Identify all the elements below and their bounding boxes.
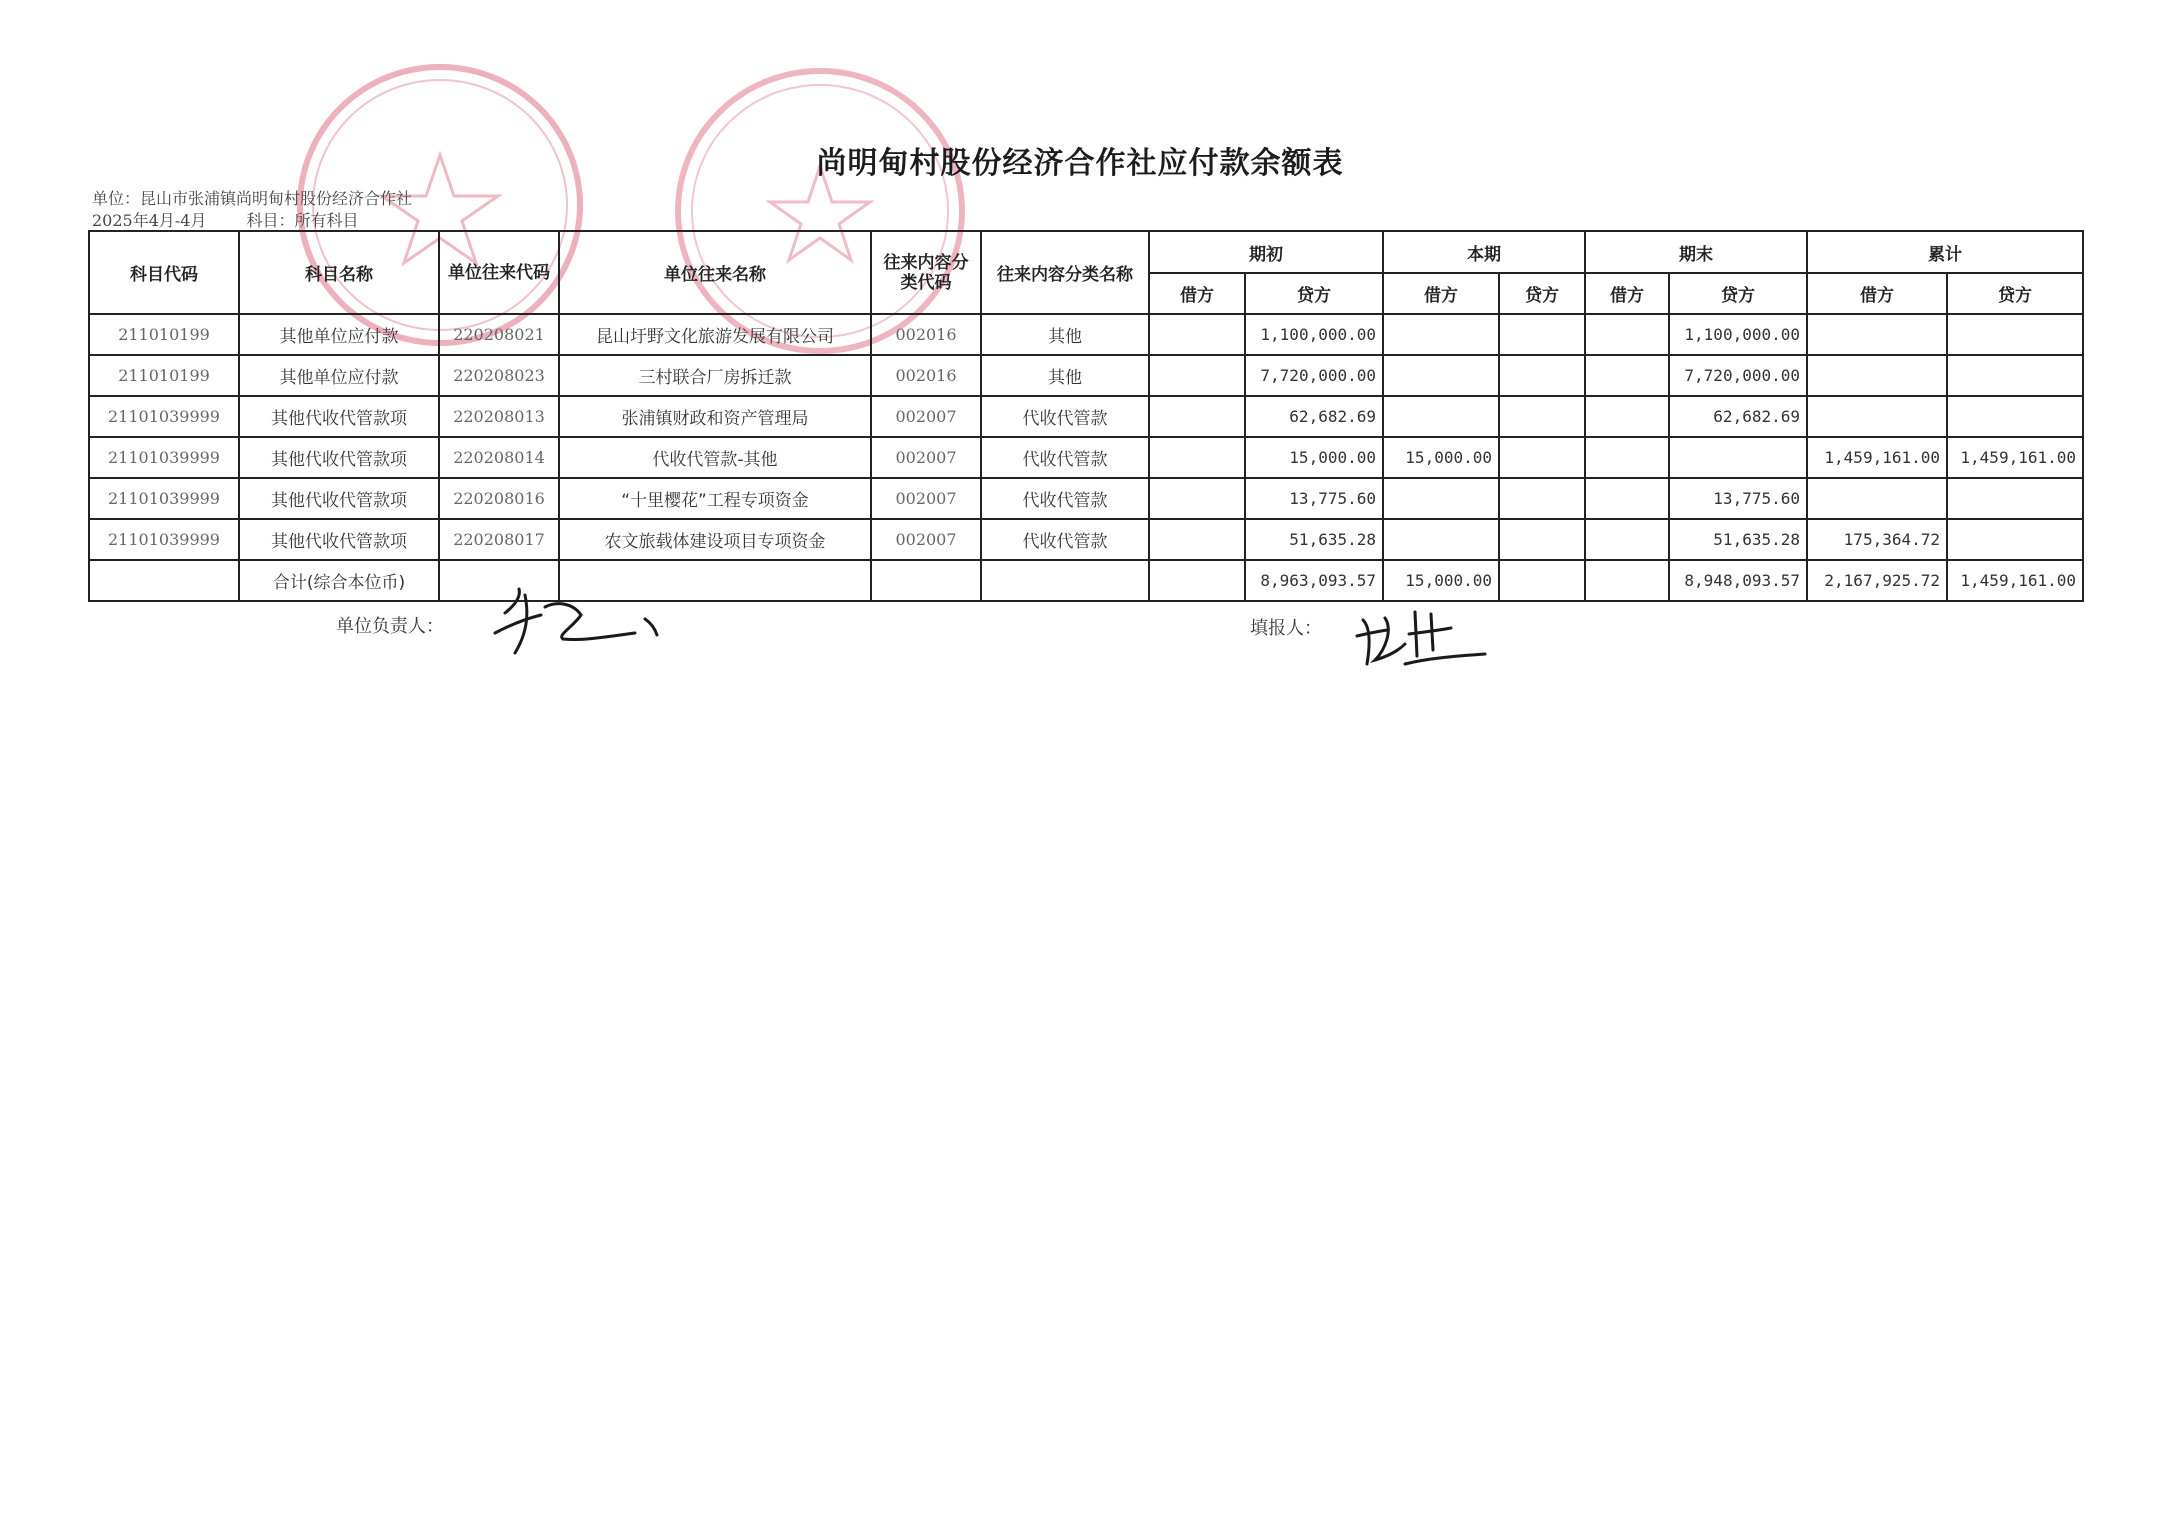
cell-current-credit [1499, 355, 1585, 396]
cell-current-credit [1499, 478, 1585, 519]
col-group-cumulative: 累计 [1807, 231, 2083, 273]
cell-cum-debit [1807, 478, 1947, 519]
cell-subject-name: 其他代收代管款项 [239, 478, 439, 519]
cell-subject-name: 其他单位应付款 [239, 314, 439, 355]
cell-subject-name: 其他代收代管款项 [239, 519, 439, 560]
filler-signature [1345, 600, 1505, 680]
col-group-closing: 期末 [1585, 231, 1807, 273]
cell-party-name: 张浦镇财政和资产管理局 [559, 396, 871, 437]
cell-cum-credit: 1,459,161.00 [1947, 437, 2083, 478]
cell-total-blank [871, 560, 981, 601]
cell-cum-debit: 175,364.72 [1807, 519, 1947, 560]
cell-cum-credit [1947, 314, 2083, 355]
cell-total-blank [89, 560, 239, 601]
cell-closing-debit [1585, 314, 1669, 355]
cell-opening-debit [1149, 396, 1245, 437]
cell-opening-credit: 62,682.69 [1245, 396, 1383, 437]
col-cum-debit: 借方 [1807, 273, 1947, 314]
total-closing-credit: 8,948,093.57 [1669, 560, 1807, 601]
cell-cum-debit [1807, 355, 1947, 396]
table-row [89, 478, 2083, 519]
col-party-code: 单位往来代码 [439, 231, 559, 314]
col-current-credit: 贷方 [1499, 273, 1585, 314]
cell-closing-debit [1585, 355, 1669, 396]
cell-total-blank [439, 560, 559, 601]
total-closing-debit [1585, 560, 1669, 601]
cell-subject-code: 211010199 [89, 355, 239, 396]
table-row [89, 314, 2083, 355]
cell-closing-credit: 13,775.60 [1669, 478, 1807, 519]
col-current-debit: 借方 [1383, 273, 1499, 314]
cell-opening-debit [1149, 478, 1245, 519]
cell-subject-code: 21101039999 [89, 396, 239, 437]
cell-current-debit [1383, 519, 1499, 560]
cell-subject-code: 211010199 [89, 314, 239, 355]
col-category-code: 往来内容分类代码 [871, 231, 981, 314]
col-party-name: 单位往来名称 [559, 231, 871, 314]
cell-cum-debit [1807, 396, 1947, 437]
cell-opening-credit: 15,000.00 [1245, 437, 1383, 478]
total-row [89, 560, 2083, 601]
payables-balance-table [88, 230, 2084, 602]
cell-party-name: 代收代管款-其他 [559, 437, 871, 478]
table-body [89, 314, 2083, 601]
col-group-current: 本期 [1383, 231, 1585, 273]
cell-party-code: 220208023 [439, 355, 559, 396]
col-subject-code: 科目代码 [89, 231, 239, 314]
cell-cum-credit [1947, 478, 2083, 519]
cell-subject-name: 其他代收代管款项 [239, 396, 439, 437]
cell-category-name: 代收代管款 [981, 396, 1149, 437]
cell-closing-debit [1585, 437, 1669, 478]
cell-total-blank [559, 560, 871, 601]
cell-category-code: 002007 [871, 519, 981, 560]
cell-party-code: 220208021 [439, 314, 559, 355]
total-opening-debit [1149, 560, 1245, 601]
cell-subject-code: 21101039999 [89, 437, 239, 478]
cell-party-code: 220208014 [439, 437, 559, 478]
cell-opening-credit: 13,775.60 [1245, 478, 1383, 519]
cell-total-blank [981, 560, 1149, 601]
cell-category-code: 002007 [871, 437, 981, 478]
col-group-opening: 期初 [1149, 231, 1383, 273]
col-closing-debit: 借方 [1585, 273, 1669, 314]
cell-current-debit [1383, 478, 1499, 519]
col-closing-credit: 贷方 [1669, 273, 1807, 314]
page-title: 尚明甸村股份经济合作社应付款余额表 [816, 146, 1344, 181]
cell-closing-credit: 51,635.28 [1669, 519, 1807, 560]
cell-subject-code: 21101039999 [89, 519, 239, 560]
cell-current-credit [1499, 314, 1585, 355]
subject-filter: 科目：所有科目 [246, 211, 359, 230]
cell-category-name: 代收代管款 [981, 519, 1149, 560]
cell-cum-debit: 1,459,161.00 [1807, 437, 1947, 478]
cell-party-name: “十里樱花”工程专项资金 [559, 478, 871, 519]
total-current-debit: 15,000.00 [1383, 560, 1499, 601]
cell-category-name: 其他 [981, 314, 1149, 355]
cell-opening-credit: 51,635.28 [1245, 519, 1383, 560]
table-row [89, 519, 2083, 560]
filler-label: 填报人： [1250, 618, 1322, 639]
cell-opening-debit [1149, 519, 1245, 560]
total-current-credit [1499, 560, 1585, 601]
cell-party-name: 三村联合厂房拆迁款 [559, 355, 871, 396]
unit-label: 单位：昆山市张浦镇尚明甸村股份经济合作社 [92, 189, 413, 208]
cell-current-debit: 15,000.00 [1383, 437, 1499, 478]
cell-category-name: 代收代管款 [981, 437, 1149, 478]
table-row [89, 437, 2083, 478]
cell-category-code: 002007 [871, 396, 981, 437]
cell-current-debit [1383, 396, 1499, 437]
cell-subject-name: 其他单位应付款 [239, 355, 439, 396]
cell-opening-debit [1149, 355, 1245, 396]
cell-opening-credit: 7,720,000.00 [1245, 355, 1383, 396]
period-line [92, 208, 359, 231]
cell-current-debit [1383, 314, 1499, 355]
cell-closing-credit [1669, 437, 1807, 478]
cell-subject-code: 21101039999 [89, 478, 239, 519]
cell-cum-credit [1947, 355, 2083, 396]
table-row [89, 396, 2083, 437]
cell-current-credit [1499, 437, 1585, 478]
cell-closing-credit: 7,720,000.00 [1669, 355, 1807, 396]
cell-closing-debit [1585, 478, 1669, 519]
cell-opening-debit [1149, 437, 1245, 478]
col-opening-credit: 贷方 [1245, 273, 1383, 314]
cell-category-name: 代收代管款 [981, 478, 1149, 519]
cell-category-code: 002016 [871, 355, 981, 396]
cell-cum-credit [1947, 396, 2083, 437]
cell-party-code: 220208013 [439, 396, 559, 437]
total-cum-debit: 2,167,925.72 [1807, 560, 1947, 601]
cell-category-code: 002016 [871, 314, 981, 355]
total-label: 合计(综合本位币) [239, 560, 439, 601]
table-row [89, 355, 2083, 396]
cell-closing-credit: 1,100,000.00 [1669, 314, 1807, 355]
total-opening-credit: 8,963,093.57 [1245, 560, 1383, 601]
unit-line [92, 186, 412, 209]
col-subject-name: 科目名称 [239, 231, 439, 314]
cell-party-code: 220208016 [439, 478, 559, 519]
cell-party-code: 220208017 [439, 519, 559, 560]
cell-current-debit [1383, 355, 1499, 396]
cell-opening-credit: 1,100,000.00 [1245, 314, 1383, 355]
cell-party-name: 昆山圩野文化旅游发展有限公司 [559, 314, 871, 355]
cell-opening-debit [1149, 314, 1245, 355]
cell-cum-debit [1807, 314, 1947, 355]
cell-subject-name: 其他代收代管款项 [239, 437, 439, 478]
cell-category-name: 其他 [981, 355, 1149, 396]
cell-party-name: 农文旅载体建设项目专项资金 [559, 519, 871, 560]
cell-cum-credit [1947, 519, 2083, 560]
period-value: 2025年4月-4月 [92, 211, 207, 230]
col-category-name: 往来内容分类名称 [981, 231, 1149, 314]
cell-current-credit [1499, 396, 1585, 437]
leader-label: 单位负责人： [336, 616, 444, 637]
cell-closing-debit [1585, 396, 1669, 437]
total-cum-credit: 1,459,161.00 [1947, 560, 2083, 601]
cell-closing-debit [1585, 519, 1669, 560]
cell-closing-credit: 62,682.69 [1669, 396, 1807, 437]
col-opening-debit: 借方 [1149, 273, 1245, 314]
cell-current-credit [1499, 519, 1585, 560]
cell-category-code: 002007 [871, 478, 981, 519]
header-row-1 [89, 231, 2083, 273]
col-cum-credit: 贷方 [1947, 273, 2083, 314]
